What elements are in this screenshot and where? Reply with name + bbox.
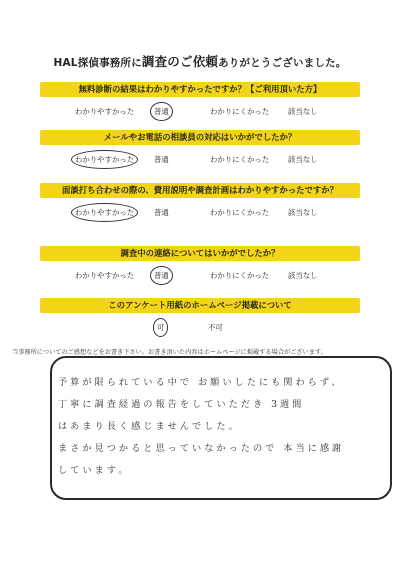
q4-option-hard[interactable]: わかりにくかった xyxy=(210,271,270,280)
title-suffix: ありがとうございました。 xyxy=(218,57,347,69)
q3-option-easy[interactable]: わかりやすかった xyxy=(75,208,135,217)
question-2-options xyxy=(40,145,360,171)
question-1-options xyxy=(40,97,360,123)
title-emphasis: 調査のご依頼 xyxy=(141,54,219,69)
q1-option-hard[interactable]: わかりにくかった xyxy=(210,107,270,116)
q3-option-hard[interactable]: わかりにくかった xyxy=(210,208,270,217)
q4-option-normal[interactable]: 普通 xyxy=(154,271,169,280)
q2-option-normal[interactable]: 普通 xyxy=(154,155,169,164)
q2-option-easy[interactable]: わかりやすかった xyxy=(75,155,135,164)
question-3-heading: 面談打ち合わせの際の、費用説明や調査計画はわかりやすかったですか？ xyxy=(40,183,360,198)
q3-option-na[interactable]: 該当なし xyxy=(288,208,318,217)
q5-option-allow[interactable]: 可 xyxy=(157,323,165,332)
q3-option-normal[interactable]: 普通 xyxy=(154,208,169,217)
comment-line-3: はあまり長く感じませんでした。 xyxy=(58,421,241,432)
comment-line-5: しています。 xyxy=(58,465,131,476)
comment-line-1: 予算が限られている中で お願いしたにも関わらず、 xyxy=(58,377,344,388)
question-4-heading: 調査中の連絡についてはいかがでしたか？ xyxy=(40,246,360,261)
question-4-options xyxy=(40,261,360,287)
q1-option-normal[interactable]: 普通 xyxy=(154,107,169,116)
comment-line-2: 丁寧に調査経過の報告をしていただき 3週間 xyxy=(58,399,305,410)
question-1-heading: 無料診断の結果はわかりやすかったですか？【ご利用頂いた方】 xyxy=(40,82,360,97)
question-4 xyxy=(40,246,360,287)
question-5-options xyxy=(40,313,360,339)
question-2-heading: メールやお電話の相談員の対応はいかがでしたか？ xyxy=(40,130,360,145)
question-1 xyxy=(40,82,360,123)
question-5 xyxy=(40,298,360,339)
q4-option-na[interactable]: 該当なし xyxy=(288,271,318,280)
q4-option-easy[interactable]: わかりやすかった xyxy=(75,271,135,280)
q5-option-deny[interactable]: 不可 xyxy=(208,323,223,332)
title-prefix: HAL探偵事務所に xyxy=(53,57,142,69)
page-title xyxy=(0,52,400,70)
q2-option-na[interactable]: 該当なし xyxy=(288,155,318,164)
q1-option-easy[interactable]: わかりやすかった xyxy=(75,107,135,116)
comment-line-4: まさか見つかると思っていなかったので 本当に感謝 xyxy=(58,443,345,454)
q2-option-hard[interactable]: わかりにくかった xyxy=(210,155,270,164)
comment-note: 当事務所についてのご感想などをお書き下さい。お書き頂いた内容はホームページに掲載する場合がございます。 xyxy=(12,349,327,356)
question-5-heading: このアンケート用紙のホームページ掲載について xyxy=(40,298,360,313)
question-3-options xyxy=(40,198,360,224)
q1-option-na[interactable]: 該当なし xyxy=(288,107,318,116)
question-3 xyxy=(40,183,360,224)
question-2 xyxy=(40,130,360,171)
